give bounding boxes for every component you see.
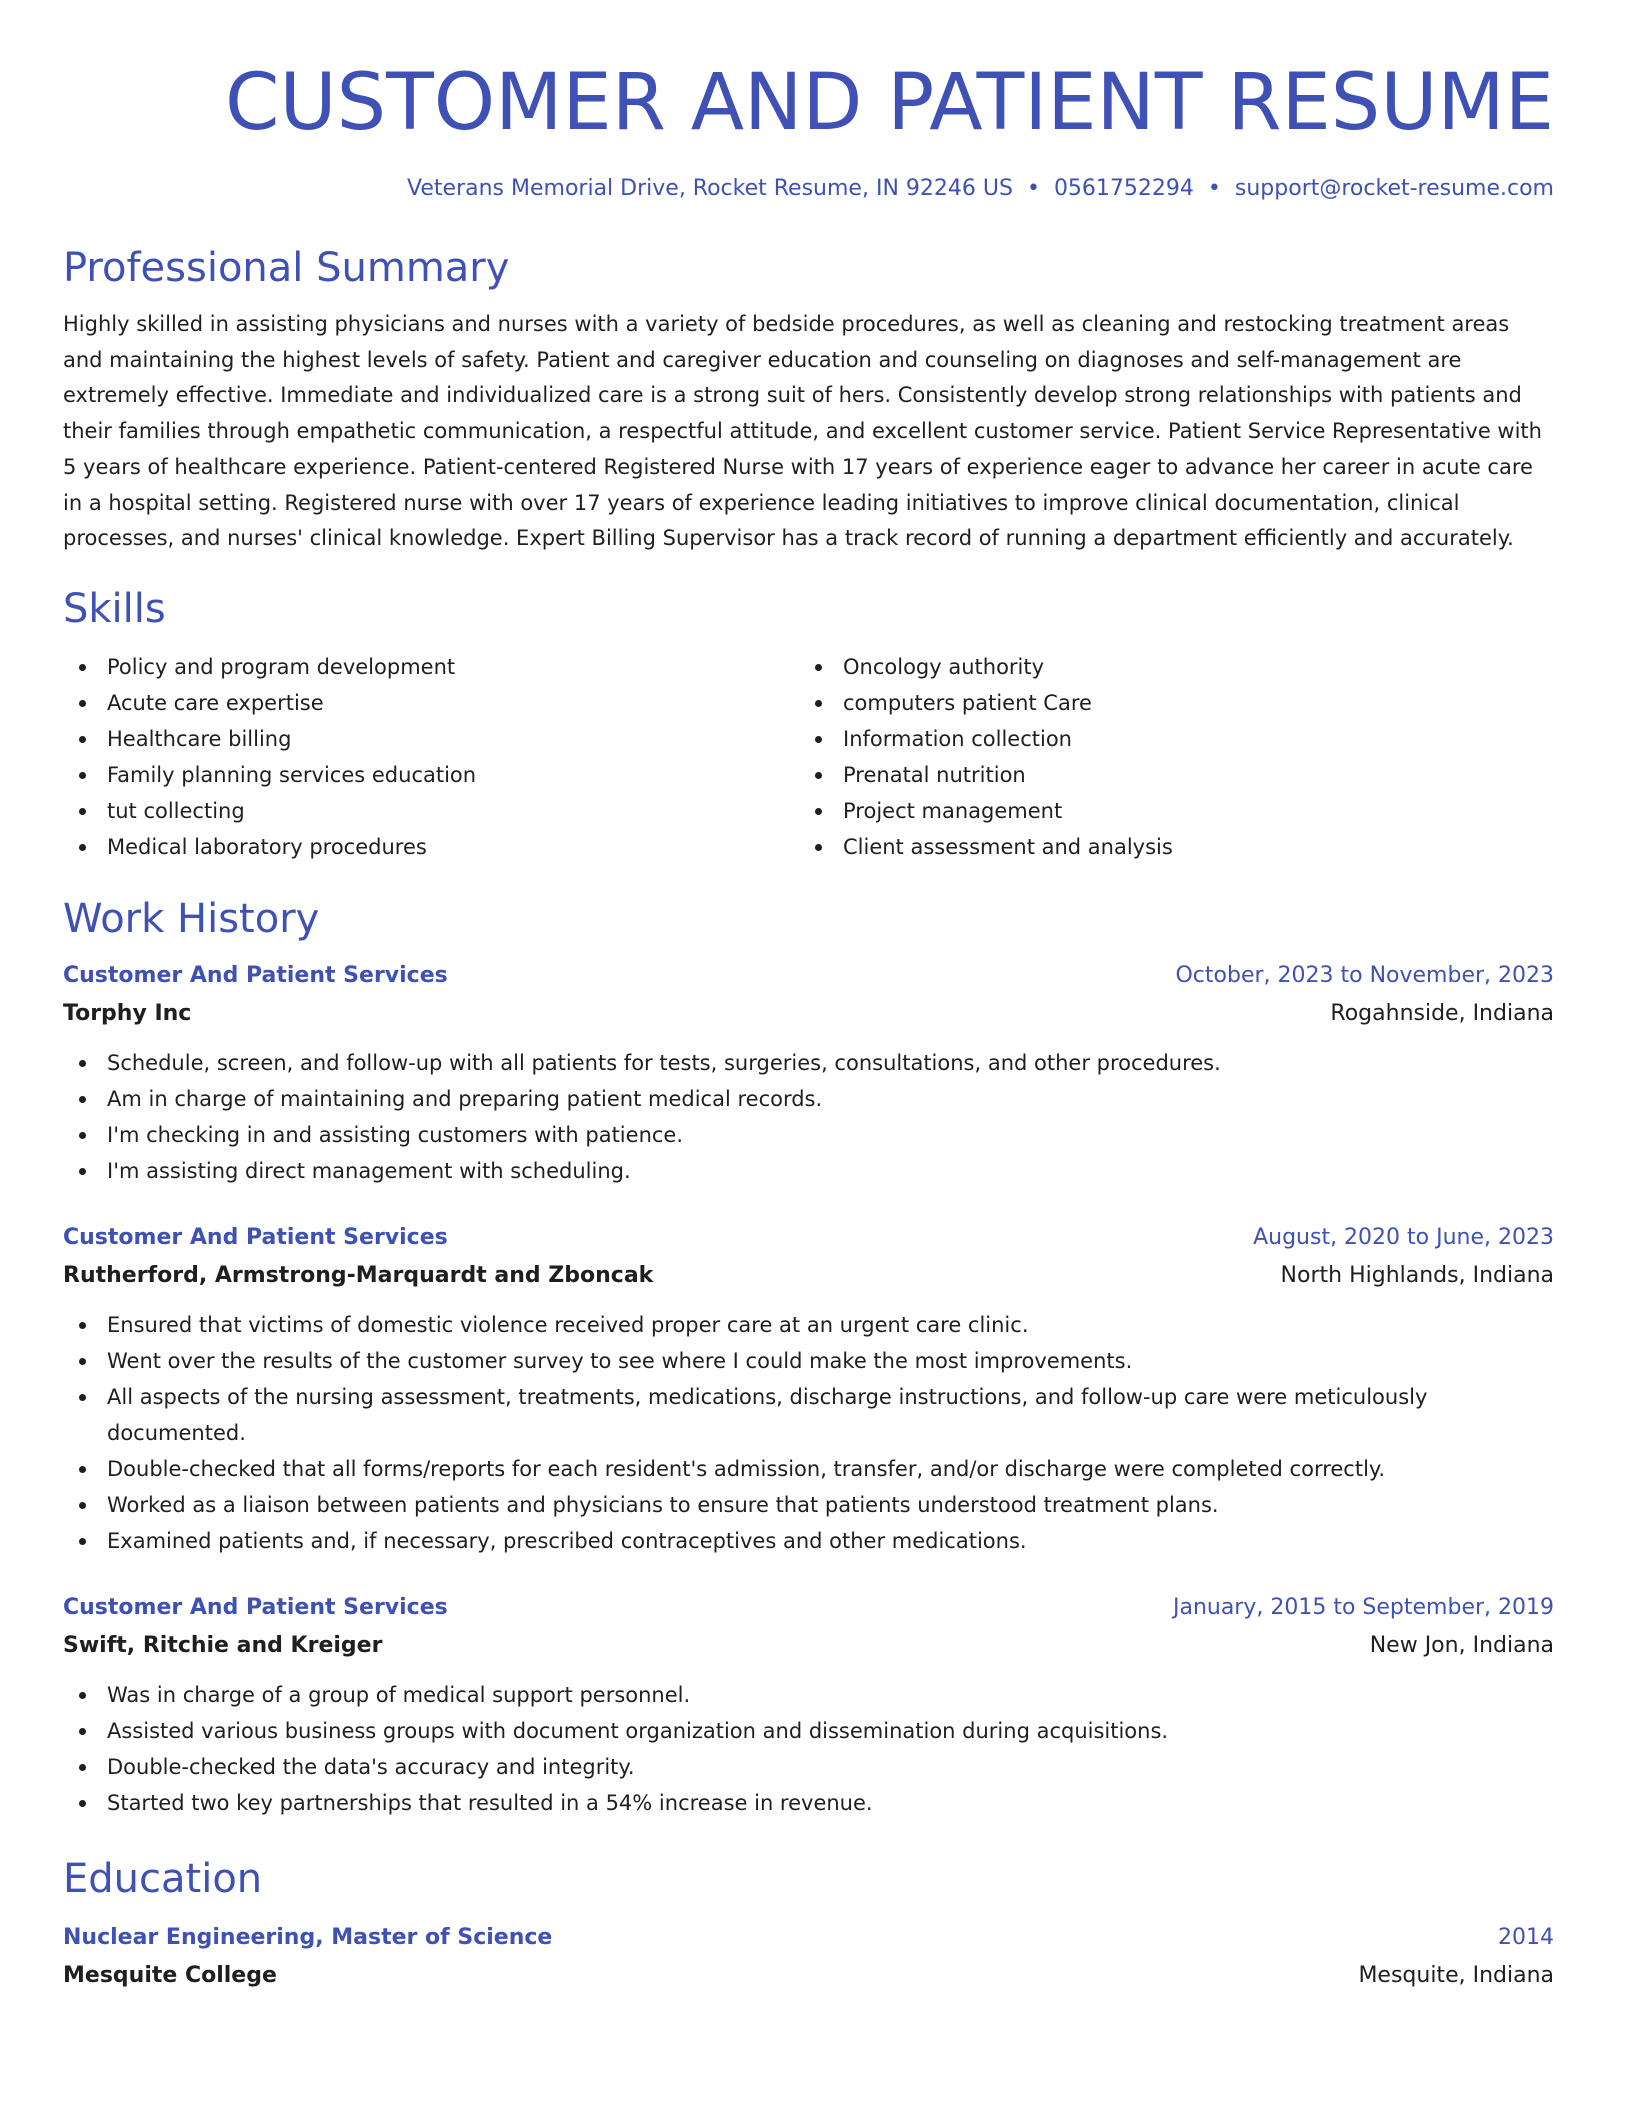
job-header xyxy=(63,961,1554,991)
section-title-summary: Professional Summary xyxy=(63,245,510,291)
job-bullets xyxy=(63,1677,1554,1821)
job-company: Rutherford, Armstrong-Marquardt and Zboncak xyxy=(63,1262,654,1288)
job-role: Customer And Patient Services xyxy=(63,962,448,988)
job-location: North Highlands, Indiana xyxy=(1280,1262,1554,1288)
job-bullets xyxy=(63,1045,1554,1189)
education-location: Mesquite, Indiana xyxy=(1358,1962,1554,1988)
email-link[interactable]: support@rocket-resume.com xyxy=(1234,176,1554,201)
job-role: Customer And Patient Services xyxy=(63,1594,448,1620)
job-location: Rogahnside, Indiana xyxy=(1330,1000,1554,1026)
job-bullet: I'm assisting direct management with scheduling. xyxy=(63,1153,1554,1189)
job-bullets xyxy=(63,1307,1554,1559)
job-bullet: Was in charge of a group of medical support personnel. xyxy=(63,1677,1554,1713)
job-header xyxy=(63,1223,1554,1253)
education-entry xyxy=(63,1923,1554,1991)
address: Veterans Memorial Drive, Rocket Resume, IN 92246 US xyxy=(407,176,1013,201)
skills-column-right xyxy=(799,649,1535,865)
job-subheader xyxy=(63,1631,1554,1661)
job-bullet: Worked as a liaison between patients and physicians to ensure that patients understood treatment plans. xyxy=(63,1487,1554,1523)
job-bullet: Went over the results of the customer survey to see where I could make the most improvements. xyxy=(63,1343,1554,1379)
contact-line xyxy=(63,174,1554,204)
skill-item: Healthcare billing xyxy=(63,721,799,757)
separator: • xyxy=(1026,176,1040,201)
skill-item: Oncology authority xyxy=(799,649,1535,685)
skill-item: Information collection xyxy=(799,721,1535,757)
job-location: New Jon, Indiana xyxy=(1369,1632,1554,1658)
skill-item: Prenatal nutrition xyxy=(799,757,1535,793)
summary-text: Highly skilled in assisting physicians and nurses with a variety of bedside procedures, as well as cleaning and restocking treatment areas and maintaining the highest levels of safety. Patient and caregiver education and counseling on diagnoses and self-management are extremely effective. Immediate and individualized care is a strong suit of hers. Consistently develop strong relationships with patients and their families through empathetic communication, a respectful attitude, and excellent customer service. Patient Service Representative with 5 years of healthcare experience. Patient-centered Registered Nurse with 17 years of experience eager to advance her career in acute care in a hospital setting. Registered nurse with over 17 years of experience leading initiatives to improve clinical documentation, clinical processes, and nurses' clinical knowledge. Expert Billing Supervisor has a track record of running a department efficiently and accurately. xyxy=(63,312,1542,551)
separator: • xyxy=(1207,176,1221,201)
section-title-education: Education xyxy=(63,1855,263,1902)
job-bullet: All aspects of the nursing assessment, treatments, medications, discharge instructions, and follow-up care were meticulously documented. xyxy=(63,1379,1554,1451)
job-entry xyxy=(63,961,1554,1189)
job-entry xyxy=(63,1593,1554,1821)
job-bullet: Am in charge of maintaining and preparing patient medical records. xyxy=(63,1081,1554,1117)
skills-column-left xyxy=(63,649,799,865)
education-degree: Nuclear Engineering, Master of Science xyxy=(63,1924,553,1950)
skill-item: Policy and program development xyxy=(63,649,799,685)
education-year: 2014 xyxy=(1498,1924,1554,1950)
job-bullet: I'm checking in and assisting customers with patience. xyxy=(63,1117,1554,1153)
section-title-skills: Skills xyxy=(63,585,166,632)
job-subheader xyxy=(63,1261,1554,1291)
job-header xyxy=(63,1593,1554,1623)
phone: 0561752294 xyxy=(1053,176,1194,201)
job-dates: October, 2023 to November, 2023 xyxy=(1175,962,1554,988)
skill-item: Medical laboratory procedures xyxy=(63,829,799,865)
education-subheader xyxy=(63,1961,1554,1991)
job-subheader xyxy=(63,999,1554,1029)
skills-list xyxy=(63,649,1554,865)
job-bullet: Double-checked the data's accuracy and integrity. xyxy=(63,1749,1554,1785)
skill-item: Client assessment and analysis xyxy=(799,829,1535,865)
resume-title: CUSTOMER AND PATIENT RESUME xyxy=(225,58,1554,148)
education-header xyxy=(63,1923,1554,1953)
job-company: Torphy Inc xyxy=(63,1000,192,1026)
job-role: Customer And Patient Services xyxy=(63,1224,448,1250)
job-company: Swift, Ritchie and Kreiger xyxy=(63,1632,383,1658)
job-bullet: Started two key partnerships that resulted in a 54% increase in revenue. xyxy=(63,1785,1554,1821)
job-dates: August, 2020 to June, 2023 xyxy=(1253,1224,1554,1250)
job-bullet: Ensured that victims of domestic violence received proper care at an urgent care clinic. xyxy=(63,1307,1554,1343)
job-entry xyxy=(63,1223,1554,1559)
job-bullet: Double-checked that all forms/reports for each resident's admission, transfer, and/or discharge were completed correctly. xyxy=(63,1451,1554,1487)
skill-item: Project management xyxy=(799,793,1535,829)
skill-item: computers patient Care xyxy=(799,685,1535,721)
skill-item: Acute care expertise xyxy=(63,685,799,721)
section-title-work-history: Work History xyxy=(63,895,320,942)
job-bullet: Schedule, screen, and follow-up with all patients for tests, surgeries, consultations, and other procedures. xyxy=(63,1045,1554,1081)
resume-page xyxy=(63,0,1554,1991)
skill-item: tut collecting xyxy=(63,793,799,829)
skill-item: Family planning services education xyxy=(63,757,799,793)
education-school: Mesquite College xyxy=(63,1962,277,1988)
job-bullet: Examined patients and, if necessary, prescribed contraceptives and other medications. xyxy=(63,1523,1554,1559)
job-dates: January, 2015 to September, 2019 xyxy=(1172,1594,1554,1620)
job-bullet: Assisted various business groups with document organization and dissemination during acquisitions. xyxy=(63,1713,1554,1749)
